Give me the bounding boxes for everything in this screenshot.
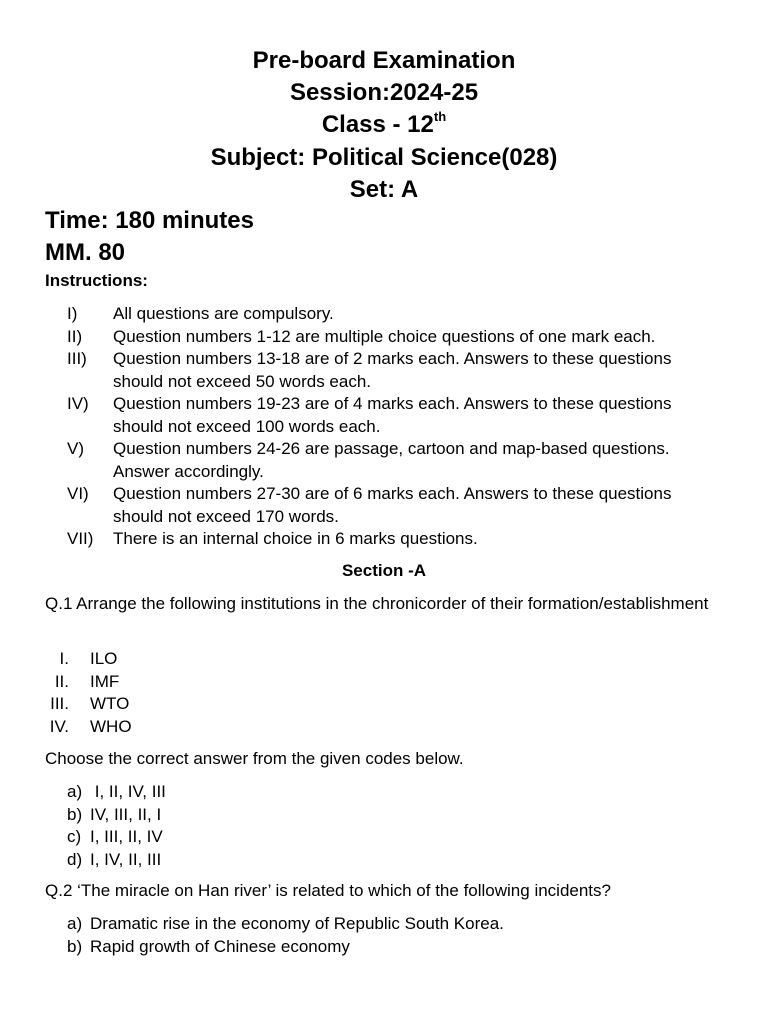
option-letter: a) bbox=[67, 914, 83, 933]
instruction-number: IV) bbox=[67, 394, 89, 413]
option-item bbox=[67, 913, 504, 936]
instruction-item bbox=[67, 348, 707, 393]
instruction-text: Question numbers 27-30 are of 6 marks each. Answers to these questions should not exceed 170 words. bbox=[113, 484, 672, 526]
session-label: Session:2024-25 bbox=[289, 79, 479, 106]
instruction-text: Question numbers 19-23 are of 4 marks each. Answers to these questions should not exceed 100 words each. bbox=[113, 394, 672, 436]
instruction-item bbox=[67, 393, 707, 438]
instruction-number: V) bbox=[67, 439, 84, 458]
instructions-list bbox=[67, 303, 707, 551]
instruction-item bbox=[67, 528, 707, 551]
option-letter: b) bbox=[67, 804, 83, 824]
list-item-text: WTO bbox=[90, 694, 130, 713]
class-superscript: th bbox=[433, 109, 447, 124]
instruction-text: Question numbers 13-18 are of 2 marks each. Answers to these questions should not exceed 50 words each. bbox=[113, 349, 672, 391]
option-letter: c) bbox=[67, 827, 82, 846]
list-item-number: III. bbox=[50, 694, 69, 713]
instruction-item bbox=[67, 483, 707, 528]
option-item bbox=[67, 804, 166, 827]
instructions-title: Instructions: bbox=[45, 271, 148, 290]
option-letter: d) bbox=[67, 849, 83, 869]
option-text: I, IV, II, III bbox=[90, 849, 162, 869]
instruction-item bbox=[67, 438, 707, 483]
time-label: Time: 180 minutes bbox=[45, 207, 254, 234]
option-text: I, III, II, IV bbox=[90, 827, 163, 846]
subject-label: Subject: Political Science(028) bbox=[210, 144, 558, 171]
list-item-number: II. bbox=[54, 671, 69, 691]
option-item bbox=[67, 781, 166, 804]
list-item-number: I. bbox=[59, 649, 69, 668]
instruction-text: All questions are compulsory. bbox=[113, 304, 334, 323]
list-item bbox=[45, 716, 132, 739]
q1-institution-list bbox=[45, 648, 132, 738]
question-1-text: Q.1 Arrange the following institutions in the chronicorder of their formation/establishment bbox=[45, 594, 709, 613]
instruction-number: I) bbox=[67, 304, 78, 323]
option-text: Rapid growth of Chinese economy bbox=[90, 936, 350, 956]
instruction-text: Question numbers 24-26 are passage, cartoon and map-based questions. Answer accordingly. bbox=[113, 439, 670, 481]
exam-title: Pre-board Examination bbox=[252, 47, 516, 74]
option-text: I, II, IV, III bbox=[90, 782, 166, 801]
list-item-text: IMF bbox=[90, 671, 120, 691]
list-item bbox=[45, 671, 132, 694]
instruction-item bbox=[67, 303, 707, 326]
option-text: IV, III, II, I bbox=[90, 804, 162, 824]
question-2-text: Q.2 ‘The miracle on Han river’ is related to which of the following incidents? bbox=[45, 881, 611, 900]
option-letter: b) bbox=[67, 936, 83, 956]
instruction-number: II) bbox=[67, 326, 83, 346]
option-item bbox=[67, 826, 166, 849]
option-text: Dramatic rise in the economy of Republic South Korea. bbox=[90, 914, 504, 933]
instruction-number: III) bbox=[67, 349, 87, 368]
set-label: Set: A bbox=[349, 176, 419, 203]
q2-options bbox=[67, 913, 504, 958]
q1-options bbox=[67, 781, 166, 871]
instruction-number: VI) bbox=[67, 484, 89, 503]
class-text: Class - 12 bbox=[321, 111, 434, 138]
list-item-text: ILO bbox=[90, 649, 118, 668]
instruction-item bbox=[67, 326, 707, 349]
question-1-prompt: Choose the correct answer from the given codes below. bbox=[45, 749, 464, 768]
max-marks-label: MM. 80 bbox=[45, 239, 126, 266]
class-label bbox=[0, 109, 768, 141]
list-item bbox=[45, 648, 132, 671]
list-item bbox=[45, 693, 132, 716]
instruction-text: There is an internal choice in 6 marks questions. bbox=[113, 529, 478, 548]
list-item-text: WHO bbox=[90, 716, 132, 736]
section-title: Section -A bbox=[341, 561, 427, 580]
list-item-number: IV. bbox=[49, 716, 69, 736]
option-item bbox=[67, 936, 504, 959]
instruction-text: Question numbers 1-12 are multiple choice questions of one mark each. bbox=[113, 326, 656, 346]
option-letter: a) bbox=[67, 782, 83, 801]
instruction-number: VII) bbox=[67, 529, 94, 548]
option-item bbox=[67, 849, 166, 872]
